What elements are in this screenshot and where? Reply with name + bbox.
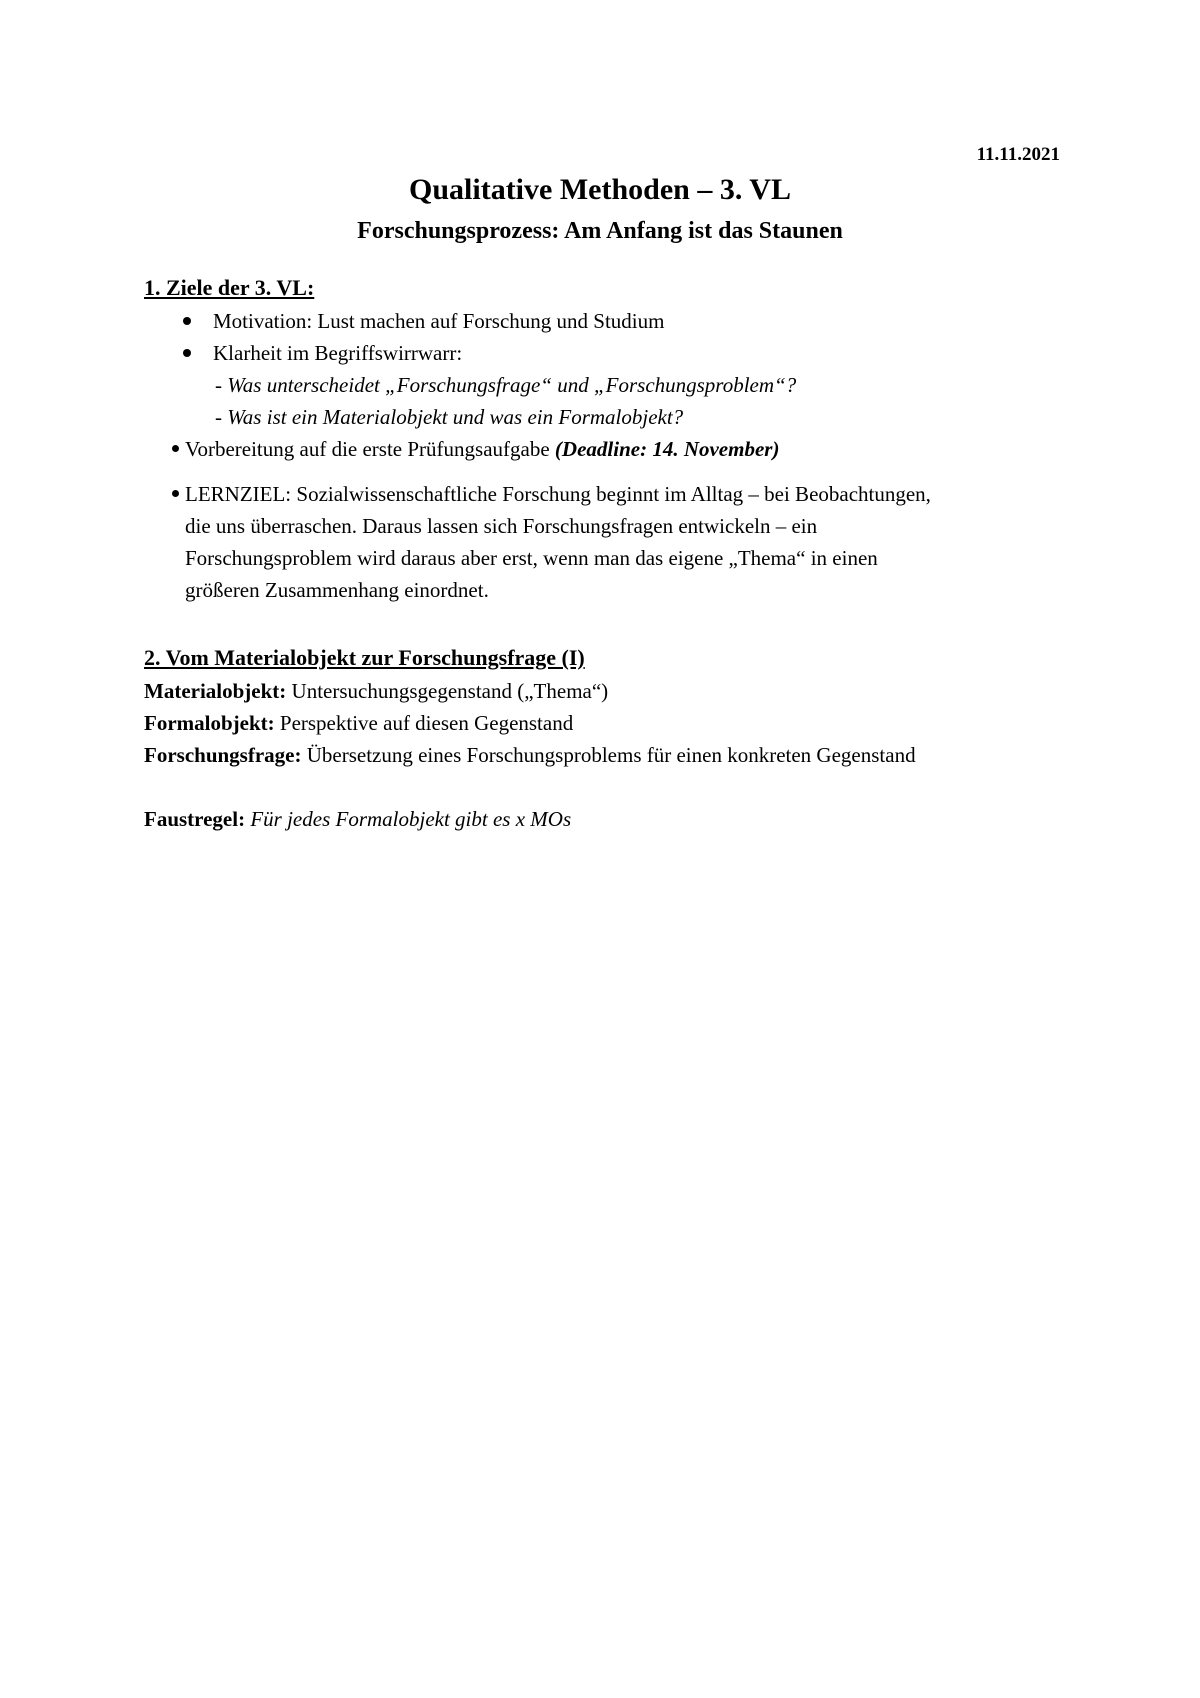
lernziel-line: größeren Zusammenhang einordnet. [185, 578, 489, 602]
lernziel-line: Forschungsproblem wird daraus aber erst, wenn man das eigene „Thema“ in einen [185, 546, 878, 570]
definition-text: Untersuchungsgegenstand („Thema“) [286, 679, 609, 703]
definition-text: Übersetzung eines Forschungsproblems für einen konkreten Gegenstand [301, 743, 916, 767]
document-subtitle: Forschungsprozess: Am Anfang ist das Staunen [357, 218, 843, 244]
rule-text: Für jedes Formalobjekt gibt es x MOs [245, 807, 572, 831]
bullet-dot-icon [183, 349, 191, 357]
deadline-text: (Deadline: 14. November) [554, 437, 780, 461]
document-title: Qualitative Methoden – 3. VL [409, 173, 791, 206]
document-date: 11.11.2021 [976, 144, 1060, 165]
definition-text: Perspektive auf diesen Gegenstand [274, 711, 574, 735]
bullet-text-part: Vorbereitung auf die erste Prüfungsaufgabe [185, 437, 555, 461]
sub-question: - Was ist ein Materialobjekt und was ein Formalobjekt? [215, 405, 684, 429]
bullet-text [185, 433, 779, 465]
section2-heading: 2. Vom Materialobjekt zur Forschungsfrage (I) [144, 645, 585, 670]
definition-term: Materialobjekt: [144, 679, 287, 703]
lernziel-line: LERNZIEL: Sozialwissenschaftliche Forschung beginnt im Alltag – bei Beobachtungen, [185, 482, 931, 506]
definition-term: Forschungsfrage: [144, 743, 302, 767]
definition-term: Formalobjekt: [144, 711, 275, 735]
definition-row [144, 675, 608, 707]
definition-row [144, 739, 916, 771]
lernziel-line: die uns überraschen. Daraus lassen sich Forschungsfragen entwickeln – ein [185, 514, 818, 538]
list-item [183, 305, 664, 337]
bullet-text: Motivation: Lust machen auf Forschung und Studium [213, 309, 665, 333]
sub-question: - Was unterscheidet „Forschungsfrage“ und „Forschungsproblem“? [215, 373, 797, 397]
rule-term: Faustregel: [144, 807, 246, 831]
section1-heading: 1. Ziele der 3. VL: [144, 275, 315, 300]
definition-row [144, 707, 573, 739]
list-item [183, 337, 462, 369]
bullet-text: Klarheit im Begriffswirrwarr: [213, 341, 463, 365]
rule-row [144, 803, 571, 835]
bullet-dot-icon [172, 445, 179, 452]
bullet-dot-icon [172, 490, 179, 497]
lernziel-text [185, 478, 931, 606]
list-item [172, 433, 779, 465]
bullet-dot-icon [183, 317, 191, 325]
lernziel-item [172, 478, 931, 606]
